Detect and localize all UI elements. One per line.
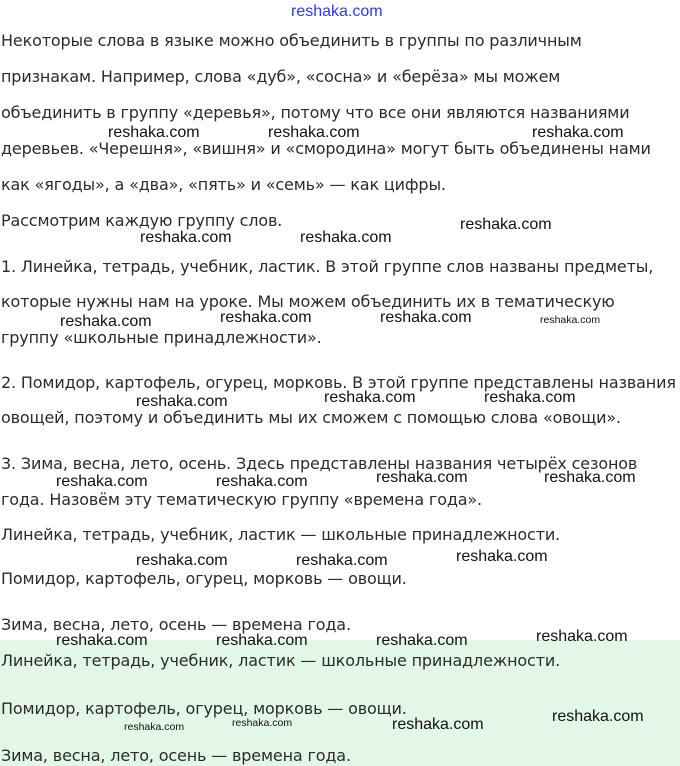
- explanation-line: овощей, поэтому и объединить мы их сможем с помощью слова «овощи».: [1, 408, 621, 427]
- watermark: reshaka.com: [392, 716, 484, 733]
- watermark: reshaka.com: [544, 469, 636, 486]
- watermark: reshaka.com: [232, 717, 293, 729]
- explanation-line: года. Назовём эту тематическую группу «времена года».: [1, 490, 482, 509]
- watermark: reshaka.com: [460, 216, 552, 233]
- watermark: reshaka.com: [376, 469, 468, 486]
- watermark: reshaka.com: [268, 124, 360, 141]
- watermark: reshaka.com: [536, 628, 628, 645]
- watermark: reshaka.com: [56, 473, 148, 490]
- answer-line: Помидор, картофель, огурец, морковь — овощи.: [1, 699, 407, 718]
- explanation-line: Рассмотрим каждую группу слов.: [1, 211, 283, 230]
- watermark: reshaka.com: [291, 3, 383, 20]
- explanation-line: Некоторые слова в языке можно объединить в группы по различным: [1, 31, 582, 50]
- explanation-line: Помидор, картофель, огурец, морковь — овощи.: [1, 569, 407, 588]
- watermark: reshaka.com: [300, 229, 392, 246]
- watermark: reshaka.com: [56, 632, 148, 649]
- watermark: reshaka.com: [140, 229, 232, 246]
- explanation-line: деревьев. «Черешня», «вишня» и «смородина» могут быть объединены нами: [1, 139, 651, 158]
- watermark: reshaka.com: [220, 309, 312, 326]
- watermark: reshaka.com: [124, 721, 185, 733]
- explanation-line: группу «школьные принадлежности».: [1, 328, 322, 347]
- watermark: reshaka.com: [456, 548, 548, 565]
- watermark: reshaka.com: [108, 124, 200, 141]
- watermark: reshaka.com: [324, 389, 416, 406]
- watermark: reshaka.com: [216, 473, 308, 490]
- watermark: reshaka.com: [296, 552, 388, 569]
- watermark: reshaka.com: [380, 309, 472, 326]
- watermark: reshaka.com: [540, 314, 601, 326]
- explanation-line: Зима, весна, лето, осень — времена года.: [1, 615, 351, 634]
- explanation-line: как «ягоды», а «два», «пять» и «семь» — как цифры.: [1, 175, 446, 194]
- watermark: reshaka.com: [484, 389, 576, 406]
- watermark: reshaka.com: [376, 632, 468, 649]
- explanation-line: которые нужны нам на уроке. Мы можем объединить их в тематическую: [1, 292, 615, 311]
- explanation-line: Линейка, тетрадь, учебник, ластик — школьные принадлежности.: [1, 525, 561, 544]
- explanation-line: признакам. Например, слова «дуб», «сосна» и «берёза» мы можем: [1, 67, 561, 86]
- watermark: reshaka.com: [136, 552, 228, 569]
- watermark: reshaka.com: [60, 313, 152, 330]
- answer-line: Линейка, тетрадь, учебник, ластик — школьные принадлежности.: [1, 651, 561, 670]
- answer-line: Зима, весна, лето, осень — времена года.: [1, 746, 351, 765]
- watermark: reshaka.com: [136, 393, 228, 410]
- explanation-line: 2. Помидор, картофель, огурец, морковь. В этой группе представлены названия: [1, 373, 676, 392]
- watermark: reshaka.com: [216, 632, 308, 649]
- explanation-line: объединить в группу «деревья», потому что все они являются названиями: [1, 103, 630, 122]
- explanation-line: 1. Линейка, тетрадь, учебник, ластик. В этой группе слов названы предметы,: [1, 257, 654, 276]
- watermark: reshaka.com: [532, 124, 624, 141]
- watermark: reshaka.com: [552, 708, 644, 725]
- explanation-line: 3. Зима, весна, лето, осень. Здесь представлены названия четырёх сезонов: [1, 454, 638, 473]
